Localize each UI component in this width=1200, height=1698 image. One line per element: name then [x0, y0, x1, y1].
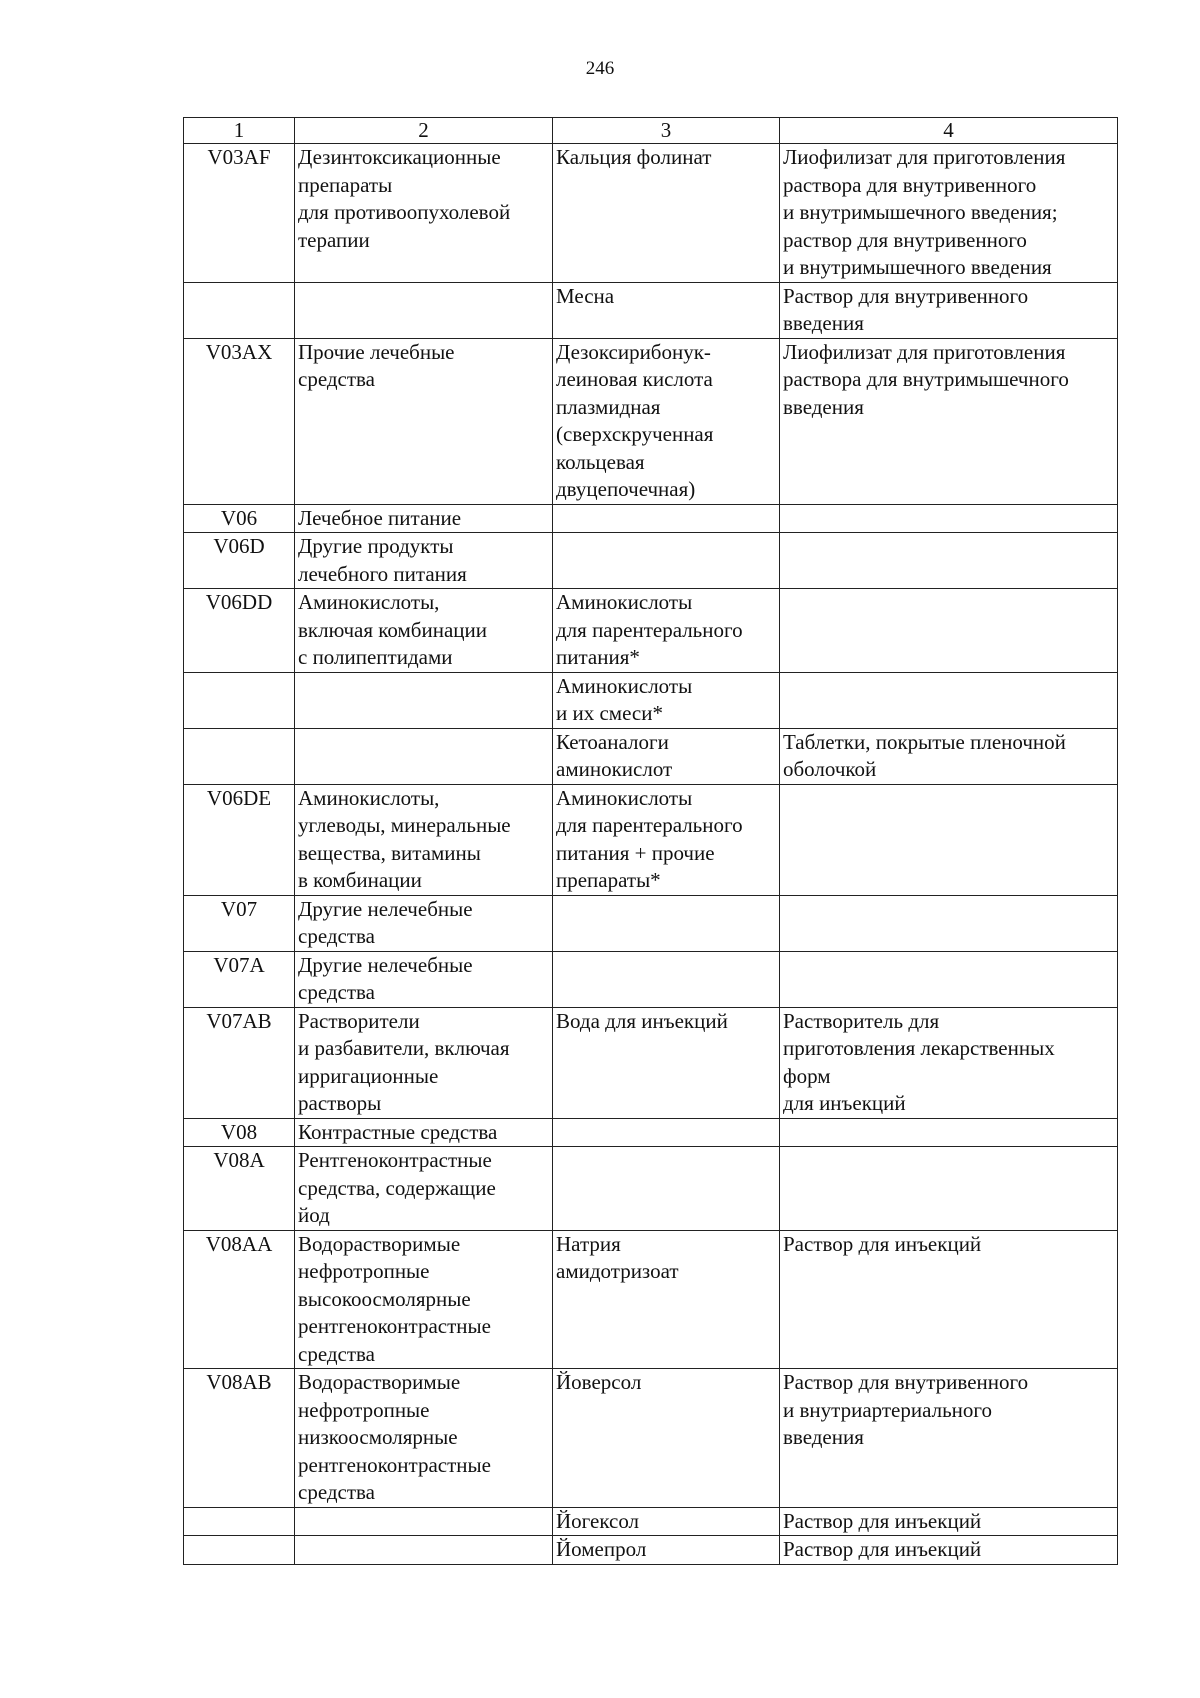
drug-name-cell: Дезоксирибонук- леиновая кислота плазмидная (сверхскрученная кольцевая двуцепочечная) [553, 338, 780, 504]
table-row [184, 144, 1118, 283]
atc-code-cell: V03AX [184, 338, 295, 504]
atc-code-cell: V08AB [184, 1369, 295, 1508]
drug-name-cell: Йогексол [553, 1507, 780, 1536]
drug-name-cell [553, 533, 780, 589]
atc-code-cell [184, 728, 295, 784]
dosage-form-cell: Раствор для внутривенного и внутриартериального введения [780, 1369, 1118, 1508]
atc-code-cell: V06D [184, 533, 295, 589]
page-number: 246 [585, 58, 615, 79]
group-name-cell: Рентгеноконтрастные средства, содержащие йод [295, 1147, 553, 1231]
dosage-form-cell: Раствор для инъекций [780, 1507, 1118, 1536]
drug-name-cell: Вода для инъекций [553, 1007, 780, 1118]
table-row [184, 784, 1118, 895]
table-row [184, 1369, 1118, 1508]
dosage-form-cell: Лиофилизат для приготовления раствора для внутримышечного введения [780, 338, 1118, 504]
atc-code-cell: V08AA [184, 1230, 295, 1369]
group-name-cell: Дезинтоксикационные препараты для противоопухолевой терапии [295, 144, 553, 283]
drug-name-cell [553, 895, 780, 951]
atc-code-cell: V03AF [184, 144, 295, 283]
dosage-form-cell [780, 951, 1118, 1007]
table-row [184, 504, 1118, 533]
dosage-form-cell [780, 589, 1118, 673]
table-row [184, 338, 1118, 504]
atc-code-cell: V07AB [184, 1007, 295, 1118]
drug-name-cell [553, 951, 780, 1007]
atc-code-cell: V06 [184, 504, 295, 533]
drug-name-cell [553, 1147, 780, 1231]
group-name-cell [295, 672, 553, 728]
table-row [184, 533, 1118, 589]
group-name-cell: Контрастные средства [295, 1118, 553, 1147]
dosage-form-cell: Растворитель для приготовления лекарственных форм для инъекций [780, 1007, 1118, 1118]
dosage-form-cell [780, 533, 1118, 589]
drug-name-cell [553, 504, 780, 533]
group-name-cell [295, 282, 553, 338]
table-row [184, 895, 1118, 951]
column-header-4: 4 [780, 118, 1118, 144]
group-name-cell: Растворители и разбавители, включая ирригационные растворы [295, 1007, 553, 1118]
atc-code-cell [184, 282, 295, 338]
column-header-2: 2 [295, 118, 553, 144]
atc-code-cell [184, 1507, 295, 1536]
table-row [184, 589, 1118, 673]
table-row [184, 1507, 1118, 1536]
dosage-form-cell [780, 784, 1118, 895]
table-row [184, 951, 1118, 1007]
drug-name-cell [553, 1118, 780, 1147]
table-row [184, 1230, 1118, 1369]
group-name-cell: Водорастворимые нефротропные высокоосмолярные рентгеноконтрастные средства [295, 1230, 553, 1369]
table-row [184, 1118, 1118, 1147]
atc-code-cell [184, 672, 295, 728]
group-name-cell: Водорастворимые нефротропные низкоосмолярные рентгеноконтрастные средства [295, 1369, 553, 1508]
drug-name-cell: Йомепрол [553, 1536, 780, 1565]
drug-name-cell: Кальция фолинат [553, 144, 780, 283]
drug-name-cell: Аминокислоты и их смеси* [553, 672, 780, 728]
drug-name-cell: Кетоаналоги аминокислот [553, 728, 780, 784]
dosage-form-cell [780, 504, 1118, 533]
group-name-cell [295, 728, 553, 784]
atc-code-cell: V07 [184, 895, 295, 951]
group-name-cell: Аминокислоты, включая комбинации с полипептидами [295, 589, 553, 673]
dosage-form-cell [780, 895, 1118, 951]
column-header-3: 3 [553, 118, 780, 144]
drug-name-cell: Аминокислоты для парентерального питания + прочие препараты* [553, 784, 780, 895]
atc-code-cell: V07A [184, 951, 295, 1007]
table-row [184, 672, 1118, 728]
drug-table [183, 117, 1118, 1565]
drug-name-cell: Месна [553, 282, 780, 338]
dosage-form-cell: Лиофилизат для приготовления раствора для внутривенного и внутримышечного введения; раствор для внутривенного и внутримышечного введения [780, 144, 1118, 283]
table-row [184, 1147, 1118, 1231]
atc-code-cell: V08 [184, 1118, 295, 1147]
dosage-form-cell: Раствор для инъекций [780, 1536, 1118, 1565]
group-name-cell: Прочие лечебные средства [295, 338, 553, 504]
group-name-cell: Лечебное питание [295, 504, 553, 533]
atc-code-cell [184, 1536, 295, 1565]
group-name-cell: Другие продукты лечебного питания [295, 533, 553, 589]
drug-name-cell: Аминокислоты для парентерального питания* [553, 589, 780, 673]
atc-code-cell: V06DD [184, 589, 295, 673]
dosage-form-cell: Таблетки, покрытые пленочной оболочкой [780, 728, 1118, 784]
atc-code-cell: V06DE [184, 784, 295, 895]
column-header-1: 1 [184, 118, 295, 144]
dosage-form-cell [780, 1118, 1118, 1147]
dosage-form-cell [780, 672, 1118, 728]
table-row [184, 728, 1118, 784]
drug-name-cell: Йоверсол [553, 1369, 780, 1508]
group-name-cell: Другие нелечебные средства [295, 951, 553, 1007]
header-row [184, 118, 1118, 144]
table-body [184, 144, 1118, 1565]
dosage-form-cell [780, 1147, 1118, 1231]
dosage-form-cell: Раствор для внутривенного введения [780, 282, 1118, 338]
drug-name-cell: Натрия амидотризоат [553, 1230, 780, 1369]
dosage-form-cell: Раствор для инъекций [780, 1230, 1118, 1369]
atc-code-cell: V08A [184, 1147, 295, 1231]
table-row [184, 1007, 1118, 1118]
group-name-cell [295, 1507, 553, 1536]
group-name-cell [295, 1536, 553, 1565]
group-name-cell: Аминокислоты, углеводы, минеральные вещества, витамины в комбинации [295, 784, 553, 895]
group-name-cell: Другие нелечебные средства [295, 895, 553, 951]
table-row [184, 282, 1118, 338]
table-header [184, 118, 1118, 144]
table-row [184, 1536, 1118, 1565]
